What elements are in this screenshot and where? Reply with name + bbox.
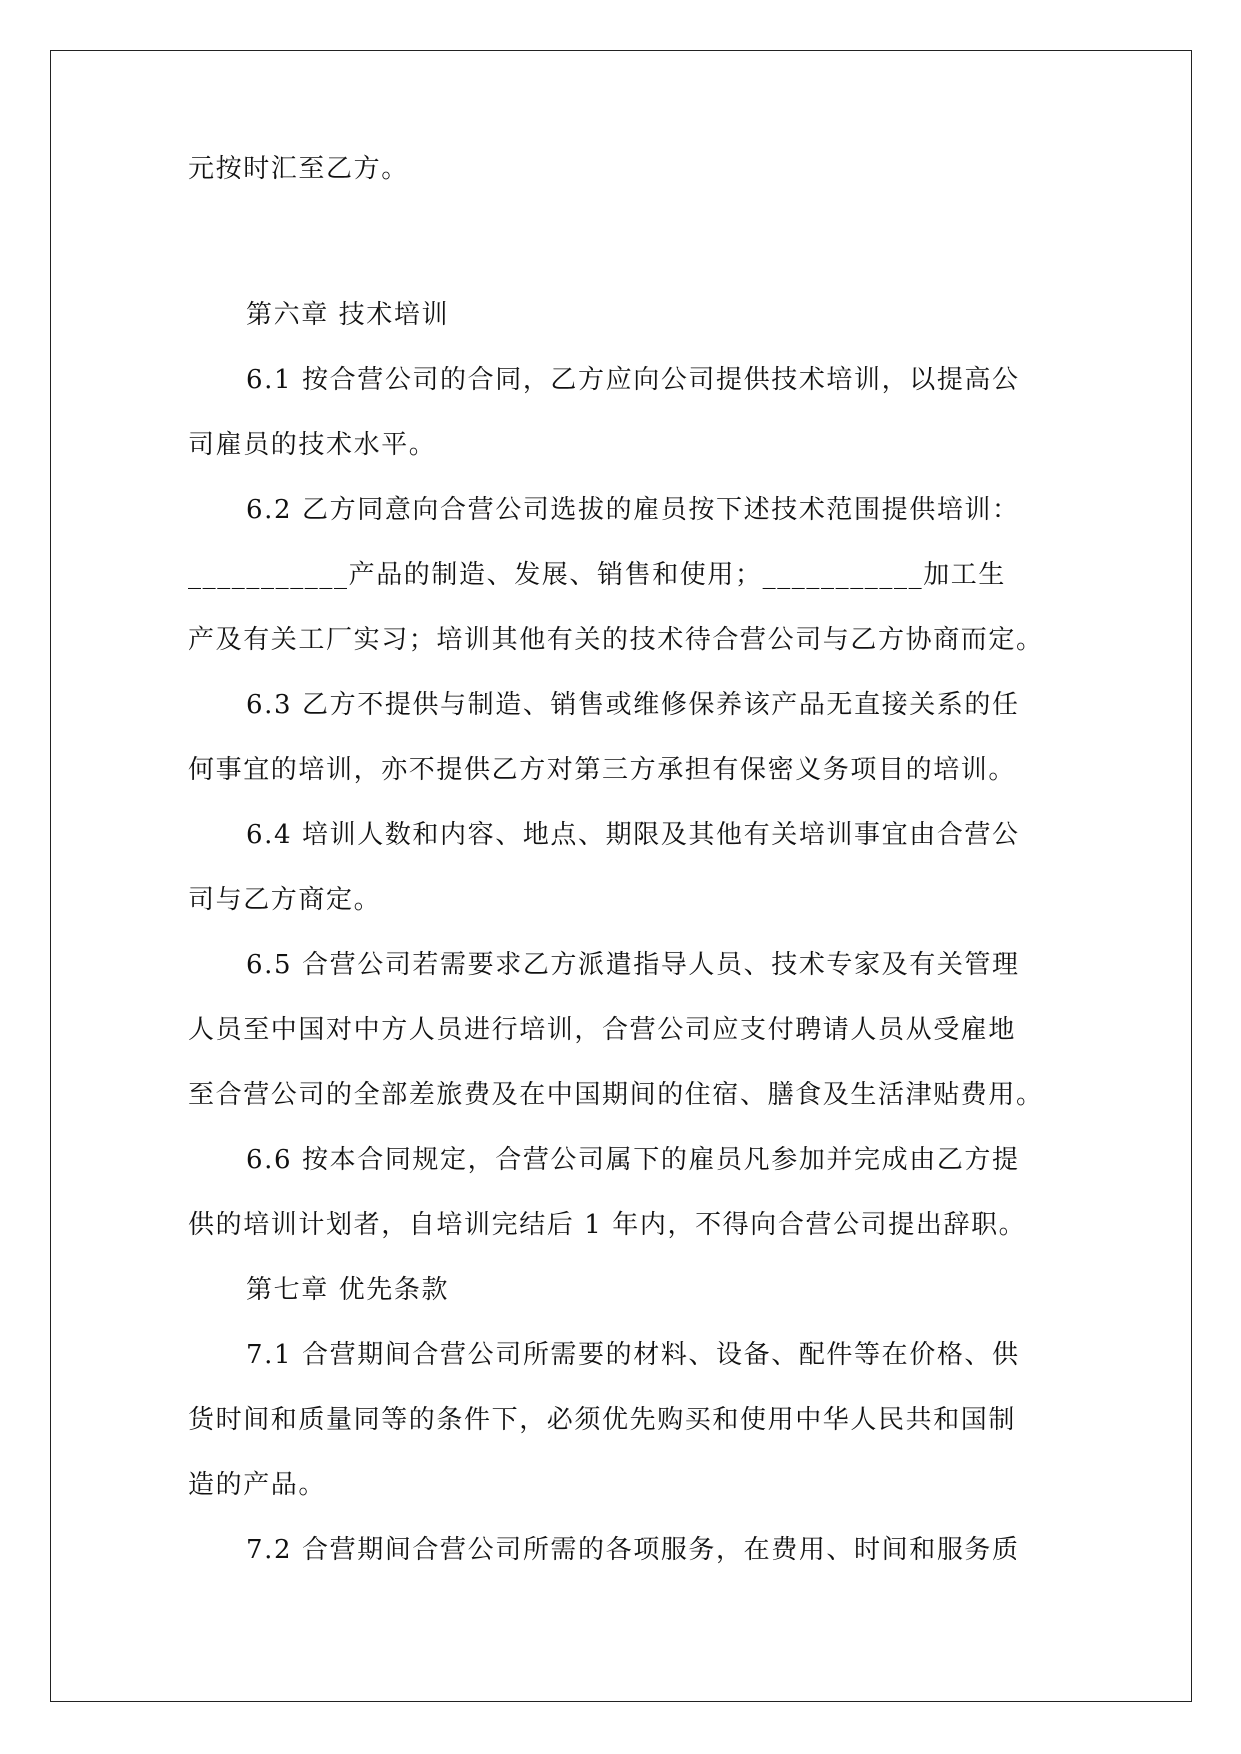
clause-7-2-line-1: 7.2 合营期间合营公司所需的各项服务，在费用、时间和服务质 [246,1535,1020,1565]
clause-6-1-line-2: 司雇员的技术水平。 [188,430,437,460]
clause-6-2-line-3: 产及有关工厂实习；培训其他有关的技术待合营公司与乙方协商而定。 [188,625,1044,655]
clause-6-4-line-1: 6.4 培训人数和内容、地点、期限及其他有关培训事宜由合营公 [246,820,1020,850]
chapter-7-heading: 第七章 优先条款 [246,1275,450,1305]
clause-6-3-line-2: 何事宜的培训，亦不提供乙方对第三方承担有保密义务项目的培训。 [188,755,1017,785]
clause-6-6-line-1: 6.6 按本合同规定，合营公司属下的雇员凡参加并完成由乙方提 [246,1145,1020,1175]
clause-7-1-line-1: 7.1 合营期间合营公司所需要的材料、设备、配件等在价格、供 [246,1340,1020,1370]
chapter-6-heading: 第六章 技术培训 [246,300,450,330]
clause-7-1-line-2: 货时间和质量同等的条件下，必须优先购买和使用中华人民共和国制 [188,1405,1017,1435]
clause-6-4-line-2: 司与乙方商定。 [188,885,382,915]
clause-6-5-line-2: 人员至中国对中方人员进行培训，合营公司应支付聘请人员从受雇地 [188,1015,1017,1045]
clause-6-5-line-1: 6.5 合营公司若需要求乙方派遣指导人员、技术专家及有关管理 [246,950,1020,980]
clause-6-2-line-2: ___________产品的制造、发展、销售和使用；___________加工生 [188,560,1007,590]
clause-6-5-line-3: 至合营公司的全部差旅费及在中国期间的住宿、膳食及生活津贴费用。 [188,1080,1044,1110]
page-border [50,50,1192,1702]
clause-6-2-line-1: 6.2 乙方同意向合营公司选拔的雇员按下述技术范围提供培训： [246,495,1020,525]
text-line-continuation: 元按时汇至乙方。 [188,154,409,184]
clause-6-1-line-1: 6.1 按合营公司的合同，乙方应向公司提供技术培训，以提高公 [246,365,1020,395]
clause-7-1-line-3: 造的产品。 [188,1470,327,1500]
clause-6-6-line-2: 供的培训计划者，自培训完结后 1 年内，不得向合营公司提出辞职。 [188,1210,1027,1240]
clause-6-3-line-1: 6.3 乙方不提供与制造、销售或维修保养该产品无直接关系的任 [246,690,1020,720]
